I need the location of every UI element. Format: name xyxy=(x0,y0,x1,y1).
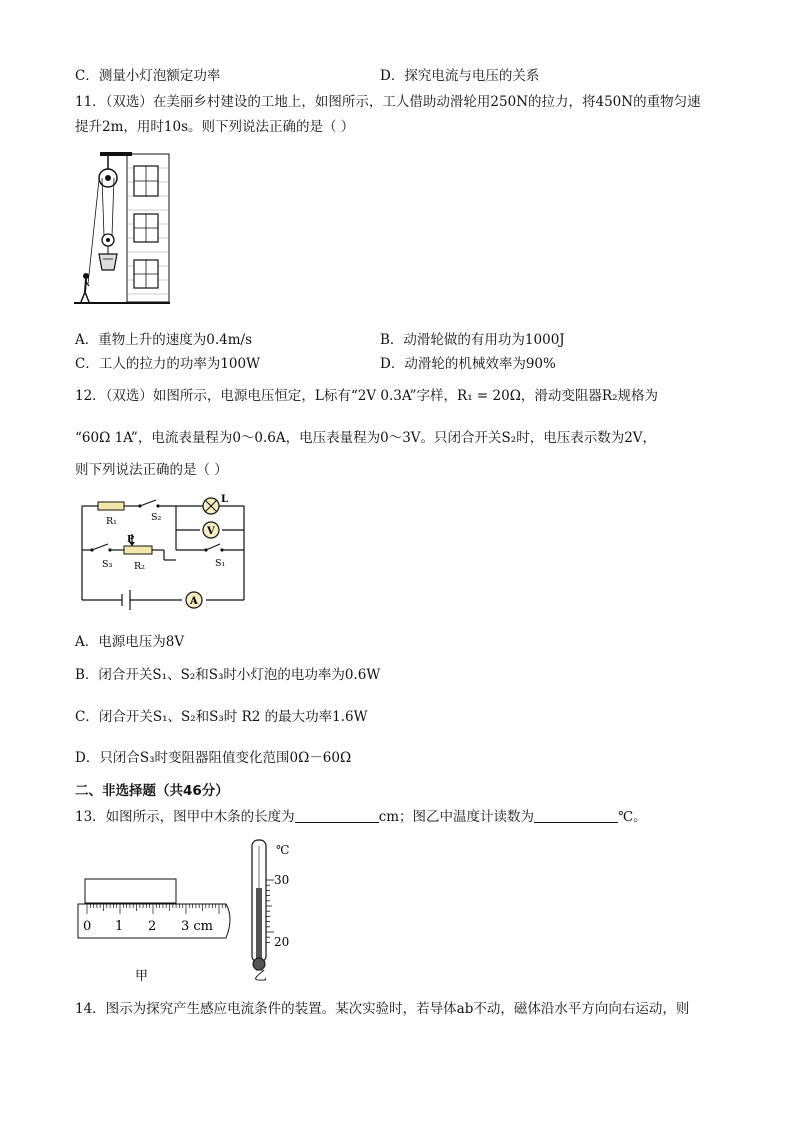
ruler-tick-3: 3 cm xyxy=(181,919,214,934)
q13-thermometer-figure xyxy=(244,836,304,986)
q13-stem-part2: cm；图乙中温度计读数为 xyxy=(378,809,535,825)
q11-option-c: C．工人的拉力的功率为100W xyxy=(75,356,260,372)
voltmeter-label: V xyxy=(207,526,215,537)
ruler-tick-2: 2 xyxy=(148,919,157,934)
q12-circuit-figure xyxy=(78,490,253,610)
s2-label: S₂ xyxy=(151,512,162,523)
ruler-tick-0: 0 xyxy=(83,919,92,934)
r1-label: R₁ xyxy=(106,516,117,527)
q12-stem-line3: 则下列说法正确的是（ ） xyxy=(75,462,228,478)
label-jia: 甲 xyxy=(135,969,149,984)
q14-stem-line1: 14．图示为探究产生感应电流条件的装置。某次实验时，若导体ab不动，磁体沿水平方向向右运动，则 xyxy=(75,1001,690,1017)
q11-stem-line1: 11．（双选）在美丽乡村建设的工地上，如图所示，工人借助动滑轮用250N的拉力，将450N的重物匀速 xyxy=(75,94,701,110)
q11-option-a: A．重物上升的速度为0.4m/s xyxy=(75,332,252,348)
label-yi: 乙 xyxy=(254,969,268,984)
q11-option-d: D．动滑轮的机械效率为90% xyxy=(380,356,556,372)
s3-label: S₃ xyxy=(102,559,113,570)
thermo-mark-30: 30 xyxy=(274,873,290,887)
q10-option-c: C．测量小灯泡额定功率 xyxy=(75,68,221,84)
q11-option-b: B．动滑轮做的有用功为1000J xyxy=(380,332,565,348)
q11-pulley-figure xyxy=(72,148,172,308)
slider-label: P xyxy=(127,534,135,545)
q13-stem xyxy=(75,805,647,825)
q13-stem-part1: 13．如图所示，图甲中木条的长度为 xyxy=(75,809,295,825)
q12-stem-line2: “60Ω 1A”，电流表量程为0～0.6A，电压表量程为0～3V。只闭合开关S₂时，电压表示数为2V， xyxy=(75,430,657,446)
q12-option-b: B．闭合开关S₁、S₂和S₃时小灯泡的电功率为0.6W xyxy=(75,667,381,683)
q13-answer-blank-length[interactable] xyxy=(295,808,379,823)
q13-answer-blank-temperature[interactable] xyxy=(534,808,618,823)
thermo-mark-20: 20 xyxy=(274,935,290,949)
q10-option-d: D．探究电流与电压的关系 xyxy=(380,68,540,84)
q12-option-a: A．电源电压为8V xyxy=(75,634,185,650)
q13-stem-part3: ℃。 xyxy=(618,809,647,825)
r2-label: R₂ xyxy=(134,561,145,572)
thermo-unit: ℃ xyxy=(276,843,290,857)
s1-label: S₁ xyxy=(215,558,226,569)
q12-option-d: D．只闭合S₃时变阻器阻值变化范围0Ω－60Ω xyxy=(75,750,352,766)
ammeter-label: A xyxy=(190,596,198,607)
section2-heading: 二、非选择题（共46分） xyxy=(75,783,229,799)
ruler-tick-1: 1 xyxy=(115,919,124,934)
q12-option-c: C．闭合开关S₁、S₂和S₃时 R2 的最大功率1.6W xyxy=(75,709,368,725)
lamp-label: L xyxy=(221,494,229,505)
q11-stem-line2: 提升2m，用时10s。则下列说法正确的是（ ） xyxy=(75,119,355,135)
q12-stem-line1: 12．（双选）如图所示，电源电压恒定，L标有“2V 0.3A”字样，R₁ = 20Ω，滑动变阻器R₂规格为 xyxy=(75,388,658,404)
